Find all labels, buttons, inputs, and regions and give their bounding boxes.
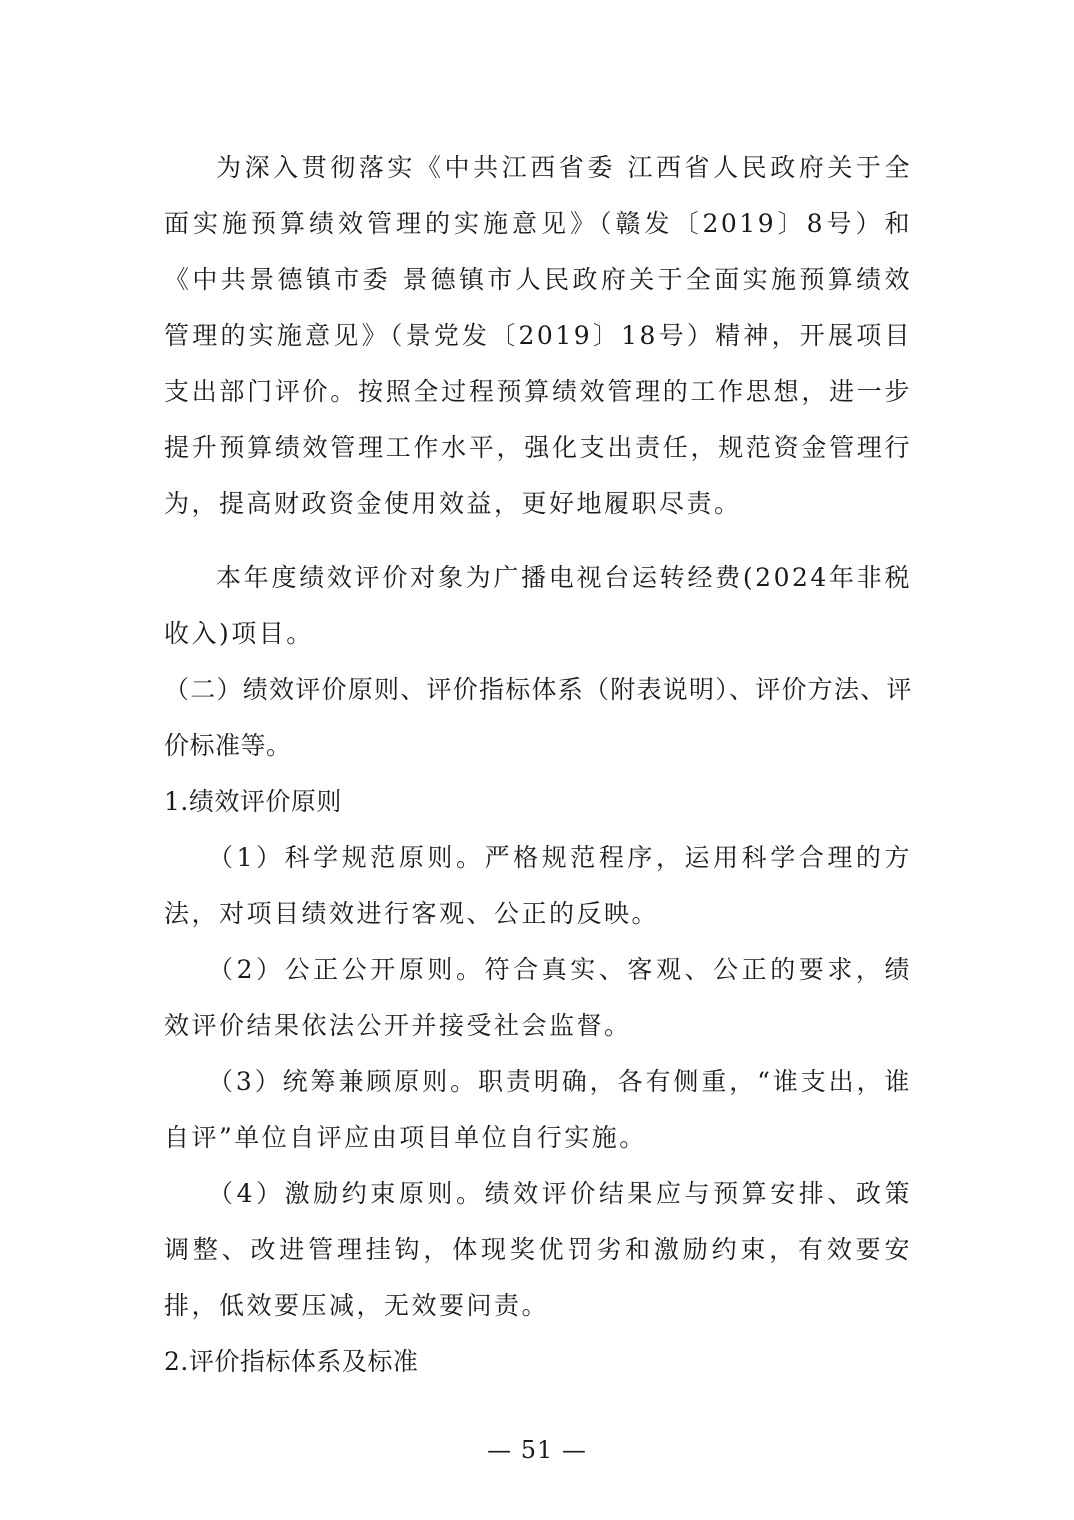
indicators-heading: 2.评价指标体系及标准 xyxy=(164,1347,419,1376)
intro-paragraph: 为深入贯彻落实《中共江西省委 江西省人民政府关于全面实施预算绩效管理的实施意见》（赣发〔2019〕8号）和《中共景德镇市委 景德镇市人民政府关于全面实施预算绩效管理的实施意见》（景党发〔2019〕18号）精神，开展项目支出部门评价。按照全过程预算绩效管理的工作思想，进一步提升预算绩效管理工作水平，强化支出责任，规范资金管理行为，提高财政资金使用效益，更好地履职尽责。 xyxy=(164,153,912,518)
principle-item-3: （3）统筹兼顾原则。职责明确，各有侧重，“谁支出，谁自评”单位自评应由项目单位自行实施。 xyxy=(164,1067,912,1152)
principles-heading: 1.绩效评价原则 xyxy=(164,787,342,816)
principle-item-1: （1）科学规范原则。严格规范程序，运用科学合理的方法，对项目绩效进行客观、公正的反映。 xyxy=(164,843,912,928)
principle-item-2: （2）公正公开原则。符合真实、客观、公正的要求，绩效评价结果依法公开并接受社会监督。 xyxy=(164,955,912,1040)
page-number: — 51 — xyxy=(487,1436,587,1464)
principle-item-4: （4）激励约束原则。绩效评价结果应与预算安排、政策调整、改进管理挂钩，体现奖优罚劣和激励约束，有效要安排，低效要压减，无效要问责。 xyxy=(164,1179,912,1320)
section-heading: （二）绩效评价原则、评价指标体系（附表说明）、评价方法、评价标准等。 xyxy=(164,675,912,760)
evaluation-object-paragraph: 本年度绩效评价对象为广播电视台运转经费(2024年非税收入)项目。 xyxy=(164,563,912,648)
document-body xyxy=(164,140,912,1390)
